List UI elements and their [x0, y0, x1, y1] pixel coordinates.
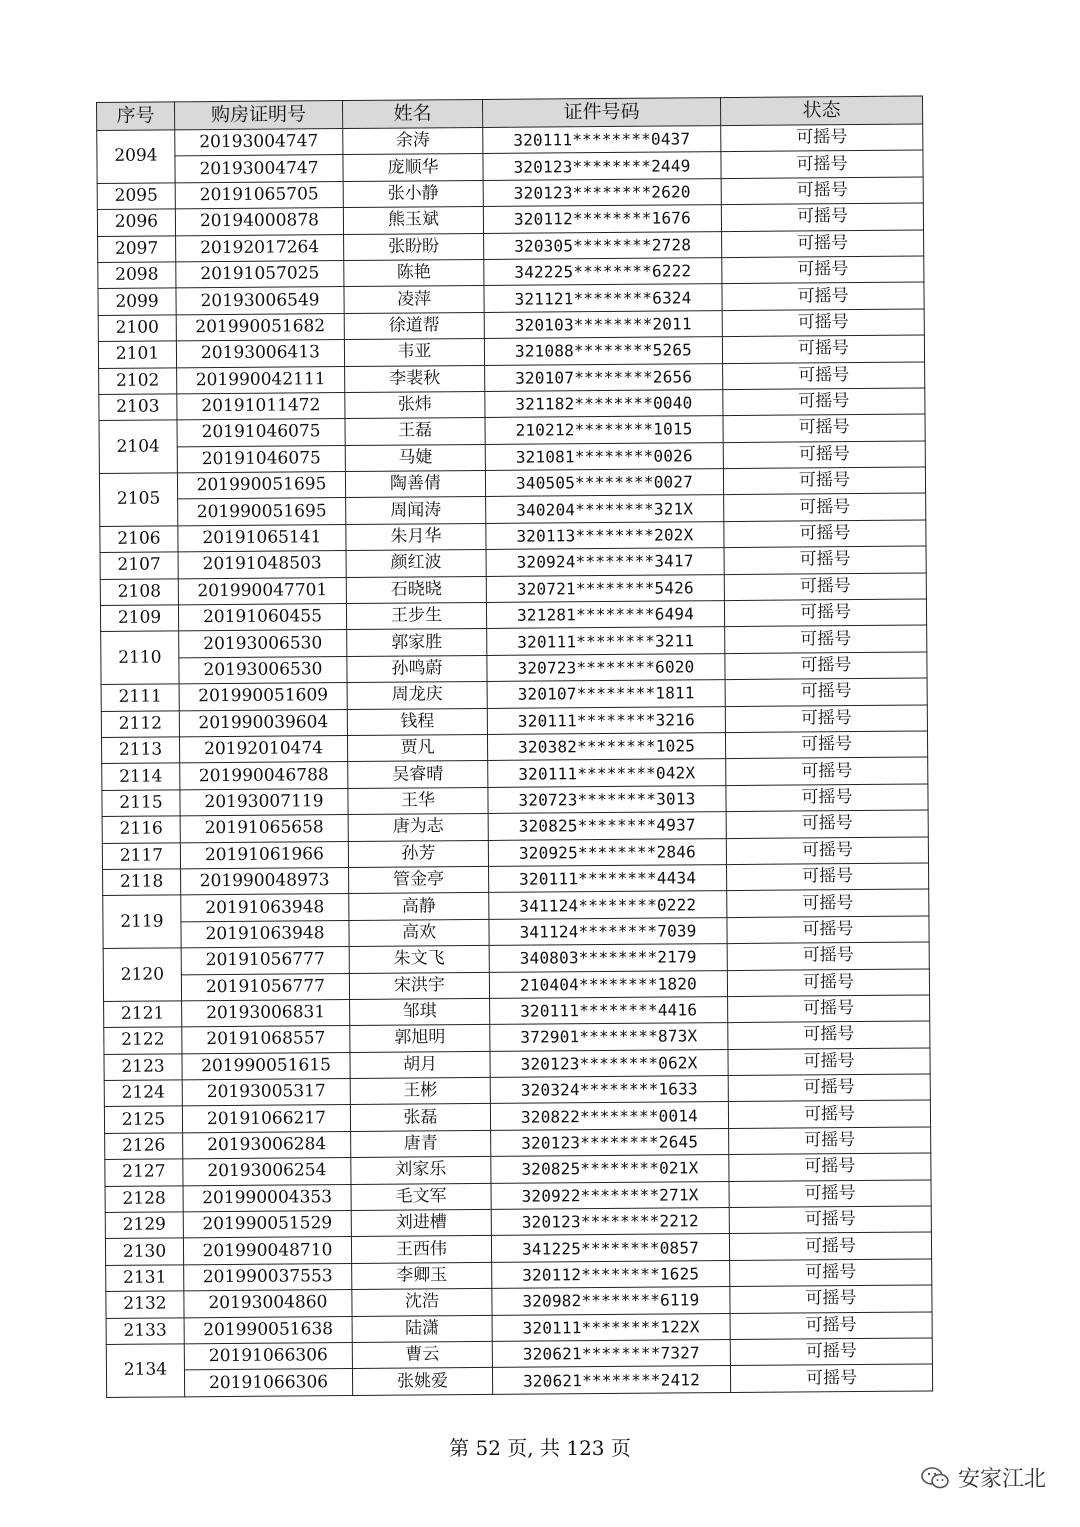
cell-status: 可摇号	[726, 757, 928, 785]
cell-seq: 2128	[105, 1185, 183, 1212]
cell-certificate-no: 201990048973	[181, 867, 349, 895]
table-body	[97, 124, 933, 1397]
cell-name: 李卿玉	[352, 1262, 492, 1289]
cell-seq: 2110	[101, 631, 179, 684]
cell-name: 郭家胜	[347, 629, 487, 656]
cell-id-no: 320111********3216	[487, 706, 725, 734]
cell-status: 可摇号	[722, 335, 924, 363]
cell-status: 可摇号	[723, 362, 925, 390]
cell-id-no: 320103********2011	[484, 310, 722, 338]
cell-seq: 2097	[98, 235, 176, 262]
cell-name: 陆潇	[352, 1315, 492, 1342]
cell-name: 石晓晓	[346, 576, 486, 603]
cell-name: 徐道帮	[344, 312, 484, 339]
cell-id-no: 320723********6020	[487, 653, 725, 681]
watermark-text: 安家江北	[957, 1467, 1046, 1492]
cell-id-no: 320822********0014	[490, 1102, 728, 1130]
cell-name: 曹云	[352, 1341, 492, 1368]
cell-id-no: 210212********1015	[485, 416, 723, 444]
cell-id-no: 320112********1625	[492, 1260, 730, 1288]
cell-seq: 2107	[100, 552, 178, 579]
cell-name: 王彬	[350, 1077, 490, 1104]
cell-seq: 2103	[99, 394, 177, 421]
cell-id-no: 320982********6119	[492, 1287, 730, 1315]
cell-certificate-no: 20191065658	[180, 815, 348, 843]
cell-seq: 2126	[105, 1133, 183, 1160]
cell-name: 贾凡	[347, 734, 487, 761]
cell-seq: 2113	[101, 737, 179, 764]
cell-certificate-no: 201990004353	[183, 1184, 351, 1212]
cell-status: 可摇号	[725, 731, 927, 759]
cell-name: 刘家乐	[351, 1157, 491, 1184]
cell-status: 可摇号	[730, 1364, 932, 1392]
cell-name: 高欢	[349, 919, 489, 946]
cell-certificate-no: 20193004747	[175, 155, 343, 183]
cell-seq: 2123	[104, 1054, 182, 1081]
cell-id-no: 320111********4434	[489, 865, 727, 893]
cell-status: 可摇号	[728, 1074, 930, 1102]
cell-id-no: 320721********5426	[486, 574, 724, 602]
cell-id-no: 341124********7039	[489, 917, 727, 945]
cell-status: 可摇号	[722, 282, 924, 310]
cell-name: 庞顺华	[343, 154, 483, 181]
cell-status: 可摇号	[724, 493, 926, 521]
cell-status: 可摇号	[729, 1180, 931, 1208]
cell-seq: 2119	[103, 895, 181, 948]
cell-status: 可摇号	[727, 968, 929, 996]
cell-certificate-no: 20194000878	[175, 208, 343, 236]
cell-id-no: 340204********321X	[486, 495, 724, 523]
cell-seq: 2118	[103, 869, 181, 896]
cell-seq: 2106	[100, 526, 178, 553]
cell-seq: 2100	[98, 315, 176, 342]
header-seq: 序号	[97, 102, 175, 131]
cell-status: 可摇号	[722, 230, 924, 258]
cell-id-no: 341124********0222	[489, 891, 727, 919]
cell-seq: 2115	[102, 790, 180, 817]
cell-seq: 2127	[105, 1159, 183, 1186]
cell-certificate-no: 20192017264	[176, 234, 344, 262]
cell-seq: 2120	[103, 948, 181, 1001]
cell-certificate-no: 20193006413	[176, 340, 344, 368]
cell-name: 韦亚	[344, 339, 484, 366]
cell-id-no: 320621********2412	[492, 1366, 730, 1394]
cell-certificate-no: 20193006530	[179, 630, 347, 658]
cell-certificate-no: 20193006284	[183, 1131, 351, 1159]
cell-name: 胡月	[350, 1051, 490, 1078]
cell-certificate-no: 20191063948	[181, 894, 349, 922]
cell-seq: 2133	[106, 1317, 184, 1344]
cell-seq: 2099	[98, 288, 176, 315]
cell-name: 陶善倩	[345, 471, 485, 498]
cell-seq: 2098	[98, 262, 176, 289]
cell-status: 可摇号	[723, 441, 925, 469]
cell-name: 宋洪宇	[349, 972, 489, 999]
cell-name: 郭旭明	[350, 1025, 490, 1052]
cell-seq: 2132	[106, 1291, 184, 1318]
cell-name: 周龙庆	[347, 682, 487, 709]
header-status: 状态	[720, 96, 922, 126]
cell-id-no: 320825********4937	[488, 812, 726, 840]
cell-id-no: 321088********5265	[484, 337, 722, 365]
cell-name: 张姚爱	[352, 1368, 492, 1395]
cell-status: 可摇号	[726, 810, 928, 838]
cell-id-no: 320107********2656	[485, 363, 723, 391]
cell-certificate-no: 20191011472	[177, 392, 345, 420]
cell-id-no: 321121********6324	[484, 284, 722, 312]
cell-status: 可摇号	[728, 995, 930, 1023]
cell-id-no: 320123********2449	[483, 152, 721, 180]
cell-id-no: 320111********122X	[492, 1313, 730, 1341]
cell-certificate-no: 20191060455	[178, 604, 346, 632]
cell-certificate-no: 20193006530	[179, 656, 347, 684]
cell-name: 沈浩	[352, 1289, 492, 1316]
table-row	[106, 1364, 932, 1397]
cell-certificate-no: 20191066217	[182, 1105, 350, 1133]
cell-certificate-no: 20191057025	[176, 261, 344, 289]
cell-id-no: 340803********2179	[489, 944, 727, 972]
cell-seq: 2129	[105, 1212, 183, 1239]
watermark	[920, 1462, 1046, 1493]
cell-name: 马婕	[345, 444, 485, 471]
cell-certificate-no: 201990051695	[177, 472, 345, 500]
cell-id-no: 320113********202X	[486, 521, 724, 549]
cell-id-no: 320123********2212	[491, 1208, 729, 1236]
cell-name: 毛文军	[351, 1183, 491, 1210]
cell-certificate-no: 201990051529	[183, 1211, 351, 1239]
cell-name: 邹琪	[350, 998, 490, 1025]
cell-status: 可摇号	[724, 520, 926, 548]
cell-certificate-no: 20191048503	[178, 551, 346, 579]
cell-id-no: 320111********4416	[490, 996, 728, 1024]
cell-seq: 2130	[105, 1238, 183, 1265]
cell-certificate-no: 201990042111	[177, 366, 345, 394]
cell-id-no: 320111********3211	[487, 627, 725, 655]
cell-id-no: 320123********2620	[483, 178, 721, 206]
cell-status: 可摇号	[727, 942, 929, 970]
cell-seq: 2114	[102, 763, 180, 790]
cell-certificate-no: 20191066306	[184, 1342, 352, 1370]
cell-name: 熊玉斌	[343, 207, 483, 234]
cell-certificate-no: 201990037553	[184, 1263, 352, 1291]
cell-id-no: 320621********7327	[492, 1340, 730, 1368]
cell-seq: 2105	[99, 473, 177, 526]
cell-status: 可摇号	[730, 1312, 932, 1340]
cell-seq: 2125	[104, 1106, 182, 1133]
cell-certificate-no: 20191068557	[182, 1026, 350, 1054]
cell-status: 可摇号	[723, 388, 925, 416]
cell-name: 唐青	[351, 1130, 491, 1157]
cell-id-no: 320922********271X	[491, 1181, 729, 1209]
cell-id-no: 320123********2645	[491, 1128, 729, 1156]
cell-name: 陈艳	[344, 259, 484, 286]
cell-name: 王磊	[345, 418, 485, 445]
cell-name: 张炜	[345, 391, 485, 418]
cell-seq: 2095	[97, 183, 175, 210]
cell-certificate-no: 201990048710	[183, 1237, 351, 1265]
cell-status: 可摇号	[728, 1100, 930, 1128]
cell-seq: 2111	[101, 684, 179, 711]
cell-id-no: 372901********873X	[490, 1023, 728, 1051]
cell-status: 可摇号	[721, 124, 923, 152]
cell-seq: 2108	[100, 579, 178, 606]
cell-name: 余涛	[343, 127, 483, 154]
cell-status: 可摇号	[721, 150, 923, 178]
cell-certificate-no: 20191066306	[184, 1369, 352, 1397]
cell-seq: 2134	[106, 1344, 184, 1397]
cell-certificate-no: 20192010474	[179, 736, 347, 764]
cell-certificate-no: 20193004860	[184, 1290, 352, 1318]
cell-certificate-no: 20193005317	[182, 1079, 350, 1107]
cell-seq: 2131	[106, 1265, 184, 1292]
cell-status: 可摇号	[724, 573, 926, 601]
cell-certificate-no: 20193004747	[175, 129, 343, 157]
cell-name: 唐为志	[348, 814, 488, 841]
cell-certificate-no: 20191061966	[180, 841, 348, 869]
cell-id-no: 210404********1820	[489, 970, 727, 998]
cell-id-no: 320111********042X	[488, 759, 726, 787]
cell-certificate-no: 20193006254	[183, 1158, 351, 1186]
cell-status: 可摇号	[721, 203, 923, 231]
cell-status: 可摇号	[729, 1232, 931, 1260]
cell-certificate-no: 20191065141	[178, 524, 346, 552]
cell-id-no: 320305********2728	[484, 231, 722, 259]
cell-name: 孙芳	[348, 840, 488, 867]
cell-status: 可摇号	[723, 414, 925, 442]
cell-status: 可摇号	[724, 599, 926, 627]
cell-id-no: 320123********062X	[490, 1049, 728, 1077]
cell-certificate-no: 201990051695	[178, 498, 346, 526]
cell-id-no: 320382********1025	[487, 733, 725, 761]
cell-seq: 2122	[104, 1027, 182, 1054]
cell-status: 可摇号	[727, 916, 929, 944]
cell-name: 高静	[349, 893, 489, 920]
cell-status: 可摇号	[723, 467, 925, 495]
cell-status: 可摇号	[729, 1153, 931, 1181]
cell-id-no: 321182********0040	[485, 389, 723, 417]
cell-status: 可摇号	[725, 625, 927, 653]
header-id-no: 证件号码	[482, 98, 720, 128]
header-certificate-no: 购房证明号	[175, 101, 343, 130]
cell-id-no: 320324********1633	[490, 1076, 728, 1104]
cell-certificate-no: 20191046075	[177, 445, 345, 473]
cell-name: 王步生	[346, 602, 486, 629]
cell-seq: 2112	[101, 710, 179, 737]
cell-id-no: 320924********3417	[486, 548, 724, 576]
cell-name: 管金亭	[349, 866, 489, 893]
cell-name: 吴睿晴	[348, 761, 488, 788]
cell-seq: 2101	[98, 341, 176, 368]
cell-status: 可摇号	[721, 177, 923, 205]
cell-seq: 2124	[104, 1080, 182, 1107]
cell-id-no: 320825********021X	[491, 1155, 729, 1183]
cell-status: 可摇号	[725, 678, 927, 706]
cell-status: 可摇号	[722, 256, 924, 284]
cell-certificate-no: 20191063948	[181, 920, 349, 948]
cell-name: 刘进槽	[351, 1209, 491, 1236]
cell-id-no: 320111********0437	[483, 126, 721, 154]
cell-name: 朱月华	[346, 523, 486, 550]
cell-id-no: 340505********0027	[485, 469, 723, 497]
cell-certificate-no: 201990047701	[178, 577, 346, 605]
cell-status: 可摇号	[727, 889, 929, 917]
cell-status: 可摇号	[730, 1338, 932, 1366]
cell-id-no: 321081********0026	[485, 442, 723, 470]
cell-name: 李裴秋	[345, 365, 485, 392]
cell-status: 可摇号	[729, 1206, 931, 1234]
cell-id-no: 341225********0857	[491, 1234, 729, 1262]
cell-certificate-no: 201990039604	[179, 709, 347, 737]
cell-seq: 2102	[99, 367, 177, 394]
cell-certificate-no: 20193006549	[176, 287, 344, 315]
cell-status: 可摇号	[726, 784, 928, 812]
wechat-icon	[920, 1466, 950, 1490]
cell-status: 可摇号	[730, 1259, 932, 1287]
cell-status: 可摇号	[726, 837, 928, 865]
cell-status: 可摇号	[729, 1127, 931, 1155]
cell-name: 颜红波	[346, 550, 486, 577]
cell-status: 可摇号	[724, 546, 926, 574]
cell-certificate-no: 20191056777	[181, 973, 349, 1001]
page-number: 第 52 页, 共 123 页	[449, 1436, 631, 1460]
cell-id-no: 320723********3013	[488, 785, 726, 813]
cell-status: 可摇号	[727, 863, 929, 891]
cell-certificate-no: 20193007119	[180, 788, 348, 816]
cell-seq: 2104	[99, 420, 177, 473]
cell-seq: 2096	[97, 209, 175, 236]
housing-lottery-table	[96, 96, 933, 1398]
cell-id-no: 320925********2846	[488, 838, 726, 866]
cell-name: 王华	[348, 787, 488, 814]
cell-seq: 2094	[97, 130, 175, 183]
cell-name: 凌萍	[344, 286, 484, 313]
cell-seq: 2117	[102, 842, 180, 869]
cell-status: 可摇号	[730, 1285, 932, 1313]
cell-certificate-no: 20191065705	[175, 181, 343, 209]
cell-name: 张盼盼	[344, 233, 484, 260]
cell-certificate-no: 20193006831	[182, 999, 350, 1027]
cell-id-no: 320112********1676	[483, 205, 721, 233]
cell-name: 孙鸣蔚	[347, 655, 487, 682]
cell-certificate-no: 201990046788	[180, 762, 348, 790]
cell-seq: 2109	[100, 605, 178, 632]
cell-seq: 2121	[104, 1001, 182, 1028]
cell-certificate-no: 201990051609	[179, 683, 347, 711]
cell-status: 可摇号	[725, 705, 927, 733]
cell-id-no: 320107********1811	[487, 680, 725, 708]
cell-id-no: 342225********6222	[484, 258, 722, 286]
cell-name: 钱程	[347, 708, 487, 735]
cell-status: 可摇号	[728, 1048, 930, 1076]
cell-name: 张磊	[350, 1104, 490, 1131]
cell-certificate-no: 20191056777	[181, 947, 349, 975]
cell-certificate-no: 201990051638	[184, 1316, 352, 1344]
cell-status: 可摇号	[728, 1021, 930, 1049]
cell-name: 王西伟	[351, 1236, 491, 1263]
cell-status: 可摇号	[722, 309, 924, 337]
cell-id-no: 321281********6494	[486, 601, 724, 629]
cell-seq: 2116	[102, 816, 180, 843]
header-name: 姓名	[342, 99, 482, 128]
cell-certificate-no: 201990051615	[182, 1052, 350, 1080]
cell-name: 张小静	[343, 180, 483, 207]
cell-name: 周闻涛	[346, 497, 486, 524]
cell-certificate-no: 201990051682	[176, 313, 344, 341]
cell-name: 朱文飞	[349, 946, 489, 973]
cell-certificate-no: 20191046075	[177, 419, 345, 447]
cell-status: 可摇号	[725, 652, 927, 680]
